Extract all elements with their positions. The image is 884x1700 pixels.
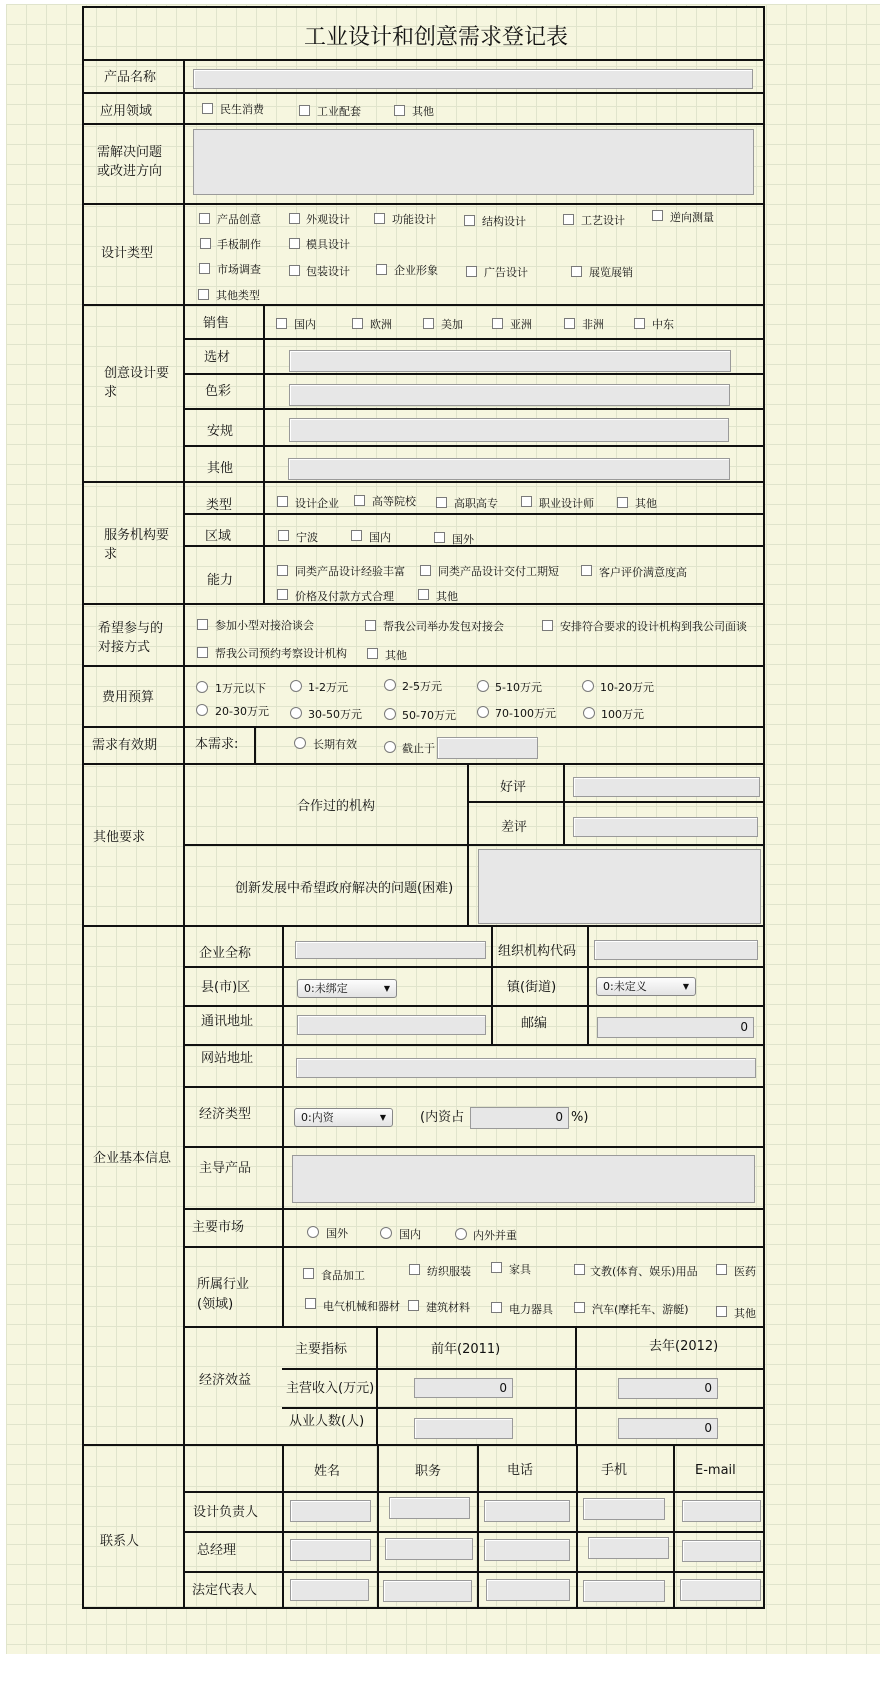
full-name-label: 企业全称 [199,946,252,961]
domestic-suffix: %) [571,1110,589,1125]
industry-option-8: 汽车(摩托车、游艇) [592,1303,689,1316]
budget-radio-0[interactable] [196,681,208,693]
gm-mobile-input[interactable] [588,1537,669,1559]
design-option-12: 展览展销 [589,266,633,279]
budget-label: 费用预算 [102,690,155,705]
design-option-0: 产品创意 [217,213,261,226]
budget-option-6: 30-50万元 [308,708,362,721]
design-checkbox-10[interactable] [376,264,387,275]
sales-checkbox-5[interactable] [634,318,645,329]
dock-option-0: 参加小型对接洽谈会 [215,619,314,632]
county-select[interactable] [297,979,397,998]
legal-phone-input[interactable] [486,1579,570,1601]
design-option-6: 手板制作 [217,238,261,251]
validity-date-input[interactable] [437,737,538,759]
postcode-input[interactable]: 0 [597,1017,754,1038]
region-checkbox-2[interactable] [434,532,445,543]
market-radio-2[interactable] [455,1228,467,1240]
safety-input[interactable] [289,418,729,442]
ability-option-2: 客户评价满意度高 [599,566,687,579]
website-label: 网站地址 [201,1051,254,1066]
town-select[interactable] [596,977,696,996]
region-checkbox-0[interactable] [278,530,289,541]
material-input[interactable] [289,350,731,372]
economy-type-select[interactable] [294,1108,393,1127]
last-year-header: 去年(2012) [649,1339,719,1354]
sales-checkbox-0[interactable] [276,318,287,329]
sales-option-3: 亚洲 [510,318,532,331]
design-option-13: 其他类型 [216,289,260,302]
ability-option-4: 其他 [436,590,458,603]
design-checkbox-7[interactable] [289,238,300,249]
creative-safety-label: 安规 [207,424,234,439]
contact-header-mobile: 手机 [601,1463,628,1478]
industry-option-2: 家具 [509,1263,531,1276]
dock-checkbox-1[interactable] [365,620,376,631]
enterprise-label: 企业基本信息 [93,1151,172,1166]
validity-radio-long-term[interactable] [294,737,306,749]
main-market-label: 主要市场 [192,1220,245,1235]
stype-checkbox-1[interactable] [354,495,365,506]
design-checkbox-0[interactable] [199,213,210,224]
design-type-label: 设计类型 [101,246,154,261]
color-input[interactable] [289,384,730,406]
industry-option-5: 电气机械和器材 [323,1300,400,1313]
region-option-1: 国内 [369,531,391,544]
app-option-consumer: 民生消费 [220,103,264,116]
region-option-2: 国外 [452,533,474,546]
gm-name-input[interactable] [290,1539,371,1561]
sales-checkbox-4[interactable] [564,318,575,329]
legal-email-input[interactable] [680,1579,761,1601]
budget-option-4: 10-20万元 [600,681,654,694]
stype-option-3: 职业设计师 [539,497,594,510]
budget-radio-3[interactable] [477,680,489,692]
sales-option-4: 非洲 [582,318,604,331]
design-checkbox-13[interactable] [198,289,209,300]
industry-checkbox-5[interactable] [305,1298,316,1309]
chevron-down-icon: ▼ [682,982,689,991]
design-option-9: 包装设计 [306,265,350,278]
good-review-label: 好评 [500,780,527,795]
budget-radio-7[interactable] [384,708,396,720]
creative-color-label: 色彩 [205,384,232,399]
gm-email-input[interactable] [682,1540,761,1562]
dock-checkbox-3[interactable] [197,647,208,658]
design-option-1: 外观设计 [306,213,350,226]
contact-role-designer: 设计负责人 [193,1505,259,1520]
industry-label: 所属行业(领域) [197,1277,250,1312]
validity-label: 需求有效期 [92,738,158,753]
sales-option-2: 美加 [441,318,463,331]
budget-radio-2[interactable] [384,679,396,691]
revenue-last-input[interactable]: 0 [618,1378,718,1399]
design-option-4: 工艺设计 [581,214,625,227]
gov-problem-label: 创新发展中希望政府解决的问题(困难) [235,881,454,896]
design-option-3: 结构设计 [482,215,526,228]
contact-role-legal: 法定代表人 [192,1583,258,1598]
contact-header-title: 职务 [415,1464,442,1479]
design-checkbox-4[interactable] [563,214,574,225]
design-checkbox-12[interactable] [571,266,582,277]
main-product-textarea[interactable] [292,1155,755,1203]
chevron-down-icon: ▼ [383,984,390,993]
design-checkbox-8[interactable] [199,263,210,274]
budget-radio-8[interactable] [477,706,489,718]
cooperated-label: 合作过的机构 [297,799,376,814]
ability-checkbox-1[interactable] [420,565,431,576]
benefit-label: 经济效益 [199,1373,252,1388]
full-name-input[interactable] [295,941,486,959]
designer-phone-input[interactable] [484,1500,570,1522]
legal-title-input[interactable] [383,1580,472,1602]
budget-radio-1[interactable] [290,680,302,692]
budget-option-8: 70-100万元 [495,707,556,720]
contact-header-name: 姓名 [314,1464,341,1479]
designer-title-input[interactable] [389,1497,470,1519]
stype-option-1: 高等院校 [372,495,416,508]
stype-option-0: 设计企业 [295,497,339,510]
economy-type-label: 经济类型 [199,1107,252,1122]
designer-email-input[interactable] [682,1500,761,1522]
ability-checkbox-2[interactable] [581,565,592,576]
stype-checkbox-2[interactable] [436,497,447,508]
validity-radio-until[interactable] [384,741,396,753]
creative-material-label: 选材 [204,350,231,365]
design-checkbox-11[interactable] [466,266,477,277]
industry-option-4: 医药 [734,1265,756,1278]
design-option-11: 广告设计 [484,266,528,279]
service-type-label: 类型 [206,498,233,513]
address-input[interactable] [297,1015,486,1035]
domestic-prefix: (内资占 [420,1110,465,1125]
service-region-label: 区域 [205,529,232,544]
app-checkbox-consumer[interactable] [202,103,213,114]
ability-checkbox-4[interactable] [418,589,429,600]
problem-label: 需解决问题或改进方向 [97,145,163,179]
application-label: 应用领域 [100,104,153,119]
gm-title-input[interactable] [385,1538,473,1560]
docking-label: 希望参与的对接方式 [98,621,164,655]
ability-option-3: 价格及付款方式合理 [295,590,394,603]
budget-option-9: 100万元 [601,708,644,721]
industry-checkbox-3[interactable] [574,1264,585,1275]
employees-last-input[interactable]: 0 [618,1418,718,1439]
good-review-input[interactable] [573,777,760,797]
sales-checkbox-1[interactable] [352,318,363,329]
industry-option-9: 其他 [734,1307,756,1320]
industry-checkbox-0[interactable] [303,1268,314,1279]
revenue-label: 主营收入(万元) [286,1381,375,1396]
sales-option-5: 中东 [652,318,674,331]
design-checkbox-2[interactable] [374,213,385,224]
legal-mobile-input[interactable] [583,1580,665,1602]
creative-label: 创意设计要求 [104,366,170,400]
industry-option-1: 纺织服装 [427,1265,471,1278]
sales-checkbox-3[interactable] [492,318,503,329]
app-option-industrial: 工业配套 [317,105,361,118]
stype-checkbox-0[interactable] [277,496,288,507]
sales-checkbox-2[interactable] [423,318,434,329]
design-checkbox-6[interactable] [200,238,211,249]
validity-this-label: 本需求: [195,737,239,752]
chevron-down-icon: ▼ [379,1113,386,1122]
stype-checkbox-3[interactable] [521,496,532,507]
dock-checkbox-2[interactable] [542,620,553,631]
sales-option-1: 欧洲 [370,318,392,331]
market-option-1: 国内 [399,1228,421,1241]
design-checkbox-5[interactable] [652,210,663,221]
website-input[interactable] [296,1058,756,1078]
industry-option-0: 食品加工 [321,1269,365,1282]
town-value: 0:未定义 [603,980,647,993]
contact-role-gm: 总经理 [197,1543,237,1558]
service-ability-label: 能力 [207,573,234,588]
design-option-2: 功能设计 [392,213,436,226]
bad-review-input[interactable] [573,817,758,837]
sales-option-0: 国内 [294,318,316,331]
form-title: 工业设计和创意需求登记表 [304,25,569,50]
budget-option-2: 2-5万元 [402,680,442,693]
budget-option-5: 20-30万元 [215,705,269,718]
ability-checkbox-3[interactable] [277,589,288,600]
design-checkbox-9[interactable] [289,265,300,276]
app-checkbox-industrial[interactable] [299,105,310,116]
product-name-input[interactable] [193,69,753,89]
region-option-0: 宁波 [296,531,318,544]
industry-option-3: 文教(体育、娱乐)用品 [590,1265,698,1278]
design-option-7: 模具设计 [306,238,350,251]
market-option-0: 国外 [326,1227,348,1240]
legal-name-input[interactable] [290,1579,369,1601]
county-label: 县(市)区 [201,980,251,995]
budget-option-0: 1万元以下 [215,682,266,695]
service-label: 服务机构要求 [104,528,170,562]
main-product-label: 主导产品 [199,1161,252,1176]
stype-checkbox-4[interactable] [617,497,628,508]
gm-phone-input[interactable] [484,1539,570,1561]
creative-other-label: 其他 [207,461,234,476]
budget-option-7: 50-70万元 [402,709,456,722]
industry-checkbox-2[interactable] [491,1262,502,1273]
industry-checkbox-8[interactable] [574,1302,585,1313]
prev-year-header: 前年(2011) [431,1342,501,1357]
address-label: 通讯地址 [201,1014,254,1029]
contact-label: 联系人 [100,1534,140,1549]
region-checkbox-1[interactable] [351,530,362,541]
industry-option-6: 建筑材料 [426,1301,470,1314]
industry-checkbox-4[interactable] [716,1264,727,1275]
town-label: 镇(街道) [507,980,557,995]
dock-checkbox-4[interactable] [367,648,378,659]
dock-option-2: 安排符合要求的设计机构到我公司面谈 [560,620,747,633]
ability-option-1: 同类产品设计交付工期短 [438,565,559,578]
gov-problem-textarea[interactable] [478,849,761,924]
industry-option-7: 电力器具 [509,1303,553,1316]
stype-option-4: 其他 [635,497,657,510]
budget-radio-5[interactable] [196,704,208,716]
app-option-other: 其他 [412,105,434,118]
bad-review-label: 差评 [501,820,528,835]
dock-option-1: 帮我公司举办发包对接会 [383,620,504,633]
ability-checkbox-0[interactable] [277,565,288,576]
creative-other-input[interactable] [288,458,730,480]
design-checkbox-1[interactable] [289,213,300,224]
economy-type-value: 0:内资 [301,1111,334,1124]
market-option-2: 内外并重 [473,1229,517,1242]
budget-radio-6[interactable] [290,707,302,719]
indicator-header: 主要指标 [295,1342,348,1357]
contact-header-email: E-mail [695,1463,736,1478]
postcode-label: 邮编 [521,1016,548,1031]
domestic-share-input[interactable]: 0 [470,1107,569,1129]
ability-option-0: 同类产品设计经验丰富 [295,565,405,578]
industry-checkbox-1[interactable] [409,1264,420,1275]
budget-radio-4[interactable] [582,680,594,692]
employees-prev-input[interactable] [414,1418,513,1439]
other-label: 其他要求 [93,830,146,845]
validity-until: 截止于 [402,742,435,755]
contact-header-phone: 电话 [507,1463,534,1478]
revenue-prev-input[interactable]: 0 [414,1378,513,1398]
market-radio-1[interactable] [380,1227,392,1239]
product-name-label: 产品名称 [104,70,157,85]
industry-checkbox-7[interactable] [491,1302,502,1313]
county-value: 0:未绑定 [304,982,348,995]
budget-option-1: 1-2万元 [308,681,348,694]
org-code-input[interactable] [594,940,758,960]
designer-mobile-input[interactable] [583,1498,665,1520]
industry-checkbox-6[interactable] [408,1300,419,1311]
problem-textarea[interactable] [193,129,754,195]
dock-option-4: 其他 [385,649,407,662]
org-code-label: 组织机构代码 [498,944,577,959]
stype-option-2: 高职高专 [454,497,498,510]
dock-checkbox-0[interactable] [197,619,208,630]
design-option-8: 市场调查 [217,263,261,276]
creative-sales-label: 销售 [203,316,230,331]
validity-long-term: 长期有效 [313,738,357,751]
budget-option-3: 5-10万元 [495,681,542,694]
dock-option-3: 帮我公司预约考察设计机构 [215,647,347,660]
budget-radio-9[interactable] [583,707,595,719]
designer-name-input[interactable] [290,1500,371,1522]
market-radio-0[interactable] [307,1226,319,1238]
design-option-10: 企业形象 [394,264,438,277]
industry-checkbox-9[interactable] [716,1306,727,1317]
employees-label: 从业人数(人) [289,1414,365,1429]
app-checkbox-other[interactable] [394,105,405,116]
design-option-5: 逆向测量 [670,211,714,224]
design-checkbox-3[interactable] [464,215,475,226]
